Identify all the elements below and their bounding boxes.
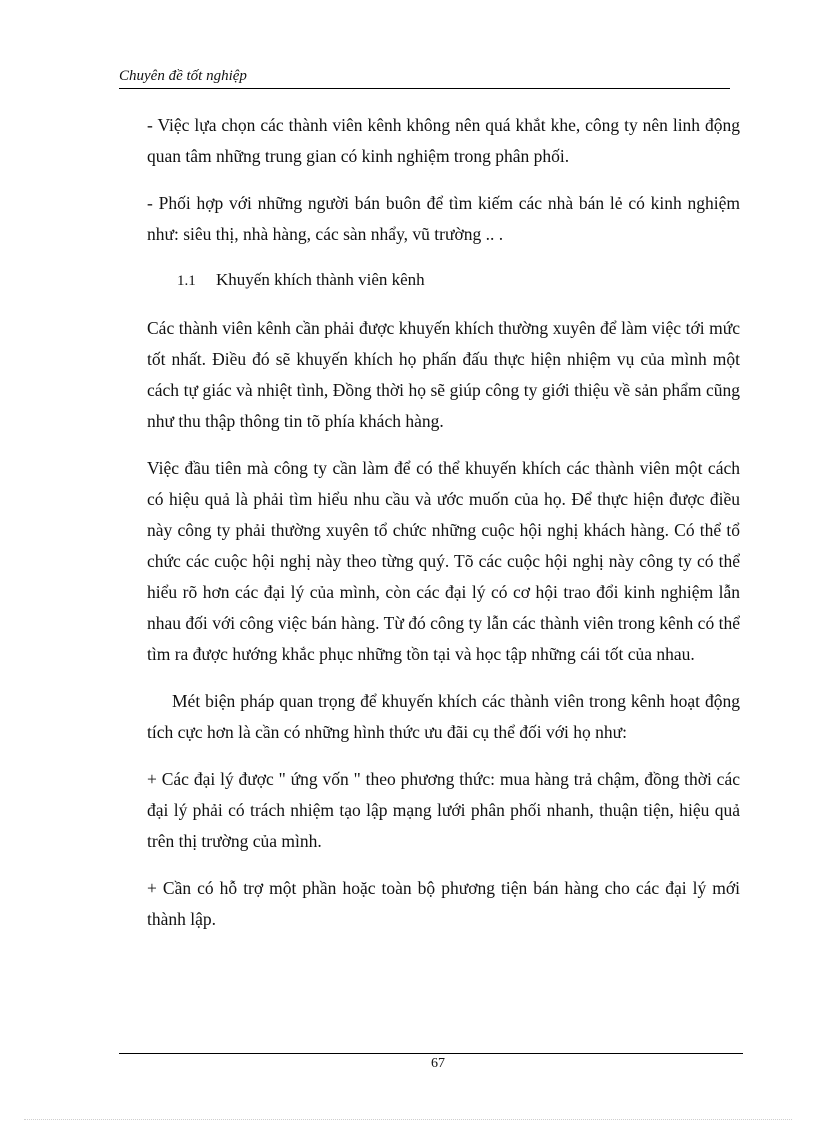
header-divider <box>119 88 730 89</box>
paragraph-first-step: Việc đầu tiên mà công ty cần làm để có thể khuyến khích các thành viên một cách có hiệu quả là phải tìm hiểu nhu cầu và ước muốn của họ. Để thực hiện được điều này công ty phải thường xuyên tổ chức những cuộc hội nghị khách hàng. Có thể tổ chức các cuộc hội nghị này theo từng quý. Tõ các cuộc hội nghị này công ty có thể hiểu rõ hơn các đại lý của mình, còn các đại lý có cơ hội trao đổi kinh nghiệm lẫn nhau đối với công việc bán hàng. Từ đó công ty lẫn các thành viên trong kênh có thể tìm ra được hướng khắc phục những tồn tại và học tập những cái tốt của nhau. <box>147 458 740 664</box>
paragraph-capital-advance: + Các đại lý được " ứng vốn " theo phương thức: mua hàng trả chậm, đồng thời các đại lý phải có trách nhiệm tạo lập mạng lưới phân phối nhanh, thuận tiện, hiệu quả trên thị trường của mình. <box>147 769 740 851</box>
document-body <box>147 110 740 935</box>
paragraph-incentive-measures: Mét biện pháp quan trọng để khuyến khích các thành viên trong kênh hoạt động tích cực hơn là cần có những hình thức ưu đãi cụ thể đối với họ như: <box>147 691 740 742</box>
page-number: 67 <box>431 1056 445 1071</box>
page-bottom-edge <box>24 1119 792 1120</box>
paragraph-channel-selection: - Việc lựa chọn các thành viên kênh không nên quá khắt khe, công ty nên linh động quan tâm những trung gian có kinh nghiệm trong phân phối. <box>147 115 740 166</box>
footer-divider <box>119 1053 743 1054</box>
page-header-title: Chuyên đề tốt nghiệp <box>119 68 247 84</box>
section-heading <box>177 264 740 297</box>
paragraph-wholesaler-cooperation: - Phối hợp với những người bán buôn để tìm kiếm các nhà bán lẻ có kinh nghiệm như: siêu thị, nhà hàng, các sàn nhẩy, vũ trường .. . <box>147 193 740 244</box>
section-title: Khuyến khích thành viên kênh <box>216 270 425 289</box>
paragraph-motivation-intro: Các thành viên kênh cần phải được khuyến khích thường xuyên để làm việc tới mức tốt nhất. Điều đó sẽ khuyến khích họ phấn đấu thực hiện nhiệm vụ của mình một cách tự giác và nhiệt tình, Đồng thời họ sẽ giúp công ty giới thiệu về sản phẩm cũng như thu thập thông tin tõ phía khách hàng. <box>147 318 740 431</box>
paragraph-sales-support: + Cần có hỗ trợ một phần hoặc toàn bộ phương tiện bán hàng cho các đại lý mới thành lập. <box>147 878 740 929</box>
section-number: 1.1 <box>177 273 196 289</box>
